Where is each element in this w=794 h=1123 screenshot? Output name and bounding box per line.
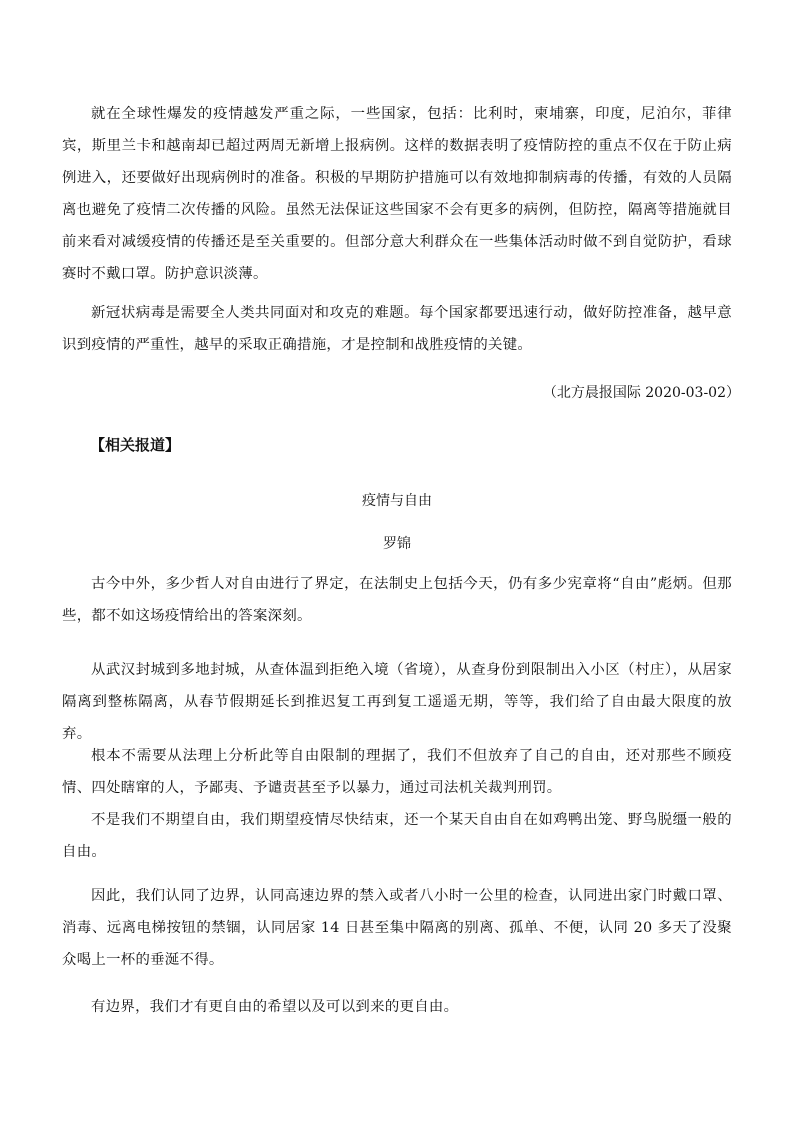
related-paragraph-1: 古今中外，多少哲人对自由进行了界定，在法制史上包括今天，仍有多少宪章将“自由”彪炳。但那些，都不如这场疫情给出的答案深刻。 bbox=[62, 576, 732, 624]
article-paragraph-2: 新冠状病毒是需要全人类共同面对和攻克的难题。每个国家都要迅速行动，做好防控准备，越早意识到疫情的严重性，越早的采取正确措施，才是控制和战胜疫情的关键。 bbox=[62, 305, 732, 353]
related-paragraph-4: 不是我们不期望自由，我们期望疫情尽快结束，还一个某天自由自在如鸡鸭出笼、野鸟脱缰一般的自由。 bbox=[62, 812, 732, 860]
related-reports-label: 【相关报道】 bbox=[90, 436, 181, 454]
related-paragraph-3: 根本不需要从法理上分析此等自由限制的理据了，我们不但放弃了自己的自由，还对那些不顾疫情、四处瞎窜的人，予鄙夷、予谴责甚至予以暴力，通过司法机关裁判刑罚。 bbox=[62, 748, 732, 796]
related-article-title: 疫情与自由 bbox=[362, 493, 432, 509]
related-paragraph-2: 从武汉封城到多地封城，从查体温到拒绝入境（省境），从查身份到限制出入小区（村庄），从居家隔离到整栋隔离，从春节假期延长到推迟复工再到复工遥遥无期，等等，我们给了自由最大限度的放弃。 bbox=[62, 662, 732, 742]
related-article-author: 罗锦 bbox=[383, 536, 411, 552]
article-paragraph-1: 就在全球性爆发的疫情越发严重之际，一些国家，包括：比利时，柬埔寨，印度，尼泊尔，菲律宾，斯里兰卡和越南却已超过两周无新增上报病例。这样的数据表明了疫情防控的重点不仅在于防止病例进入，还要做好出现病例时的准备。积极的早期防护措施可以有效地抑制病毒的传播，有效的人员隔离也避免了疫情二次传播的风险。虽然无法保证这些国家不会有更多的病例，但防控，隔离等措施就目前来看对减缓疫情的传播还是至关重要的。但部分意大利群众在一些集体活动时做不到自觉防护，看球赛时不戴口罩。防护意识淡薄。 bbox=[62, 106, 732, 282]
article-source: （北方晨报国际 2020-03-02） bbox=[542, 385, 740, 401]
related-paragraph-5: 因此，我们认同了边界，认同高速边界的禁入或者八小时一公里的检查，认同进出家门时戴口罩、消毒、远离电梯按钮的禁锢，认同居家 14 日甚至集中隔离的别离、孤单、不便，认同 20 多天了没聚众喝上一杯的垂涎不得。 bbox=[62, 888, 732, 968]
related-paragraph-6: 有边界，我们才有更自由的希望以及可以到来的更自由。 bbox=[91, 999, 459, 1015]
